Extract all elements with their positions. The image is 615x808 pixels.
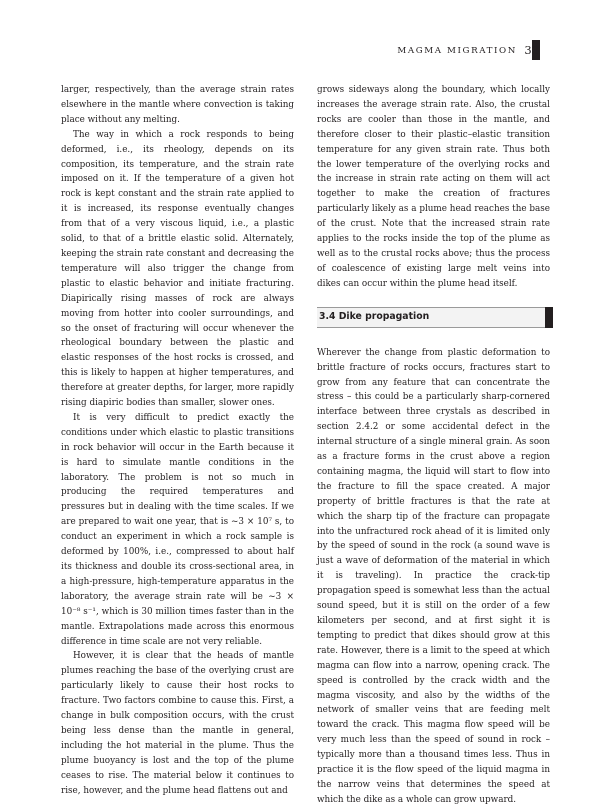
running-header <box>0 0 615 62</box>
section-marker <box>545 307 553 328</box>
paragraph: It is very difficult to predict exactly the conditions under which elastic to plastic transitions in rock behavior will occur in the Earth because it is hard to simulate mantle conditions in the laboratory. The problem is not so much in producing the required temperatures and pressures but in dealing with the time scales. If we are prepared to wait one year, that is ~3 × 10⁷ s, to conduct an experiment in which a rock sample is deformed by 100%, i.e., compressed to about half its thickness and double its cross-sectional area, in a high-pressure, high-temperature apparatus in the laboratory, the average strain rate will be ~3 × 10⁻⁸ s⁻¹, which is 30 million times faster than in the mantle. Extrapolations made across this enormous difference in time scale are not very reliable. <box>61 412 294 647</box>
paragraph: The way in which a rock responds to being deformed, i.e., its rheology, depends on its composition, its temperature, and the strain rate imposed on it. If the temperature of a given hot rock is kept constant and the strain rate applied to it is increased, its response eventually changes from that of a very viscous liquid, i.e., a plastic solid, to that of a brittle elastic solid. Alternately, keeping the strain rate constant and decreasing the temperature will also trigger the change from plastic to elastic behavior and initiate fracturing. Diapirically rising masses of rock are always moving from hotter into cooler surroundings, and so the onset of fracturing will occur whenever the rheological boundary between the plastic and elastic responses of the host rocks is crossed, and this is likely to happen at higher temperatures, and therefore at greater depths, for larger, more rapidly rising diapiric bodies than smaller, slower ones. <box>61 129 294 409</box>
section-heading: 3.4 Dike propagation <box>319 310 430 322</box>
right-column <box>317 83 550 808</box>
left-column <box>61 83 294 799</box>
running-title: MAGMA MIGRATION <box>397 46 517 56</box>
page-number: 33 <box>524 43 539 57</box>
section-heading-box <box>317 307 550 328</box>
paragraph: Wherever the change from plastic deformation to brittle fracture of rocks occurs, fractures start to grow from any feature that can concentrate the stress – this could be a particularly sharp-cornered interface between three crystals as described in section 2.4.2 or some accidental defect in the internal structure of a single mineral grain. As soon as a fracture forms in the crust above a region containing magma, the liquid will start to flow into the fracture to fill the space created. A major property of brittle fractures is that the rate at which the sharp tip of the fracture can propagate into the unfractured rock ahead of it is limited only by the speed of sound in the rock (a sound wave is just a wave of deformation of the material in which it is traveling). In practice the crack-tip propagation speed is somewhat less than the actual sound speed, but it is still on the order of a few kilometers per second, and at first sight it is tempting to predict that dikes should grow at this rate. However, there is a limit to the speed at which magma can flow into a narrow, opening crack. The speed is controlled by the crack width and the magma viscosity, and also by the widths of the network of smaller veins that are feeding melt toward the crack. This magma flow speed will be very much less than the speed of sound in rock – typically more than a thousand times less. Thus in practice it is the flow speed of the liquid magma in the narrow veins that determines the speed at which the dike as a whole can grow upward. <box>317 347 550 805</box>
paragraph: grows sideways along the boundary, which locally increases the average strain rate. Also, the crustal rocks are cooler than those in the mantle, and therefore closer to their plastic–elastic transition temperature for any given strain rate. Thus both the lower temperature of the overlying rocks and the increase in strain rate acting on them will act together to make the creation of fractures particularly likely as a plume head reaches the base of the crust. Note that the increased strain rate applies to the rocks inside the top of the plume as well as to the crustal rocks above; thus the process of coalescence of existing large melt veins into dikes can occur within the plume head itself. <box>317 85 550 289</box>
paragraph: larger, respectively, than the average strain rates elsewhere in the mantle where convection is taking place without any melting. <box>61 85 294 125</box>
paragraph: However, it is clear that the heads of mantle plumes reaching the base of the overlying crust are particularly likely to cause their host rocks to fracture. Two factors combine to cause this. First, a change in bulk composition occurs, with the crust being less dense than the mantle in general, including the hot material in the plume. Thus the plume buoyancy is lost and the top of the plume ceases to rise. The material below it continues to rise, however, and the plume head flattens out and <box>61 651 294 796</box>
